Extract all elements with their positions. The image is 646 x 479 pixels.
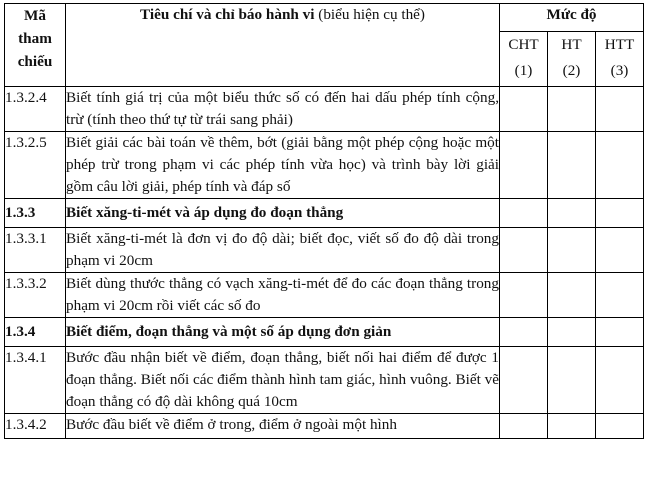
cht-cell[interactable] xyxy=(500,414,548,439)
cht-cell[interactable] xyxy=(500,228,548,273)
row-criterion: Biết dùng thước thẳng có vạch xăng-ti-mét để đo các đoạn thẳng trong phạm vi 20cm rồi viết các số đo xyxy=(66,273,500,318)
level-number: (3) xyxy=(610,62,629,79)
row-code: 1.3.3.1 xyxy=(5,228,66,273)
table-row xyxy=(5,87,644,132)
header-level-group: Mức độ xyxy=(500,4,644,32)
row-code: 1.3.2.5 xyxy=(5,132,66,199)
row-criterion: Biết giải các bài toán về thêm, bớt (giải bằng một phép cộng hoặc một phép trừ trong phạm vi các phép tính vừa học) và trình bày lời giải gồm câu lời giải, phép tính và đáp số xyxy=(66,132,500,199)
row-criterion: Bước đầu nhận biết về điểm, đoạn thẳng, biết nối hai điểm để được 1 đoạn thẳng. Biết nối các điểm thành hình tam giác, hình vuông. Biết vẽ đoạn thẳng có độ dài không quá 10cm xyxy=(66,347,500,414)
header-code-line: tham xyxy=(18,30,52,47)
row-criterion: Biết tính giá trị của một biểu thức số có đến hai dấu phép tính cộng, trừ (tính theo thứ tự từ trái sang phải) xyxy=(66,87,500,132)
header-criteria-note: (biểu hiện cụ thể) xyxy=(314,6,425,23)
cht-cell[interactable] xyxy=(500,347,548,414)
header-code-line: chiếu xyxy=(17,53,53,70)
header-level-htt xyxy=(596,32,644,87)
header-code-line: Mã xyxy=(24,7,46,24)
row-code: 1.3.4.1 xyxy=(5,347,66,414)
cht-cell[interactable] xyxy=(500,132,548,199)
ht-cell[interactable] xyxy=(548,414,596,439)
htt-cell[interactable] xyxy=(596,87,644,132)
table-row xyxy=(5,347,644,414)
htt-cell[interactable] xyxy=(596,132,644,199)
header-criteria xyxy=(66,4,500,87)
cht-cell[interactable] xyxy=(500,318,548,347)
ht-cell[interactable] xyxy=(548,199,596,228)
section-row xyxy=(5,199,644,228)
row-criterion: Biết xăng-ti-mét là đơn vị đo độ dài; biết đọc, viết số đo độ dài trong phạm vi 20cm xyxy=(66,228,500,273)
htt-cell[interactable] xyxy=(596,414,644,439)
row-code: 1.3.3.2 xyxy=(5,273,66,318)
ht-cell[interactable] xyxy=(548,273,596,318)
table-row xyxy=(5,414,644,439)
row-code: 1.3.2.4 xyxy=(5,87,66,132)
level-name: HT xyxy=(561,36,582,53)
level-number: (2) xyxy=(562,62,581,79)
header-reference-code xyxy=(5,4,66,87)
section-title: Biết điểm, đoạn thẳng và một số áp dụng đơn giản xyxy=(66,318,500,347)
row-code: 1.3.4.2 xyxy=(5,414,66,439)
table-row xyxy=(5,228,644,273)
htt-cell[interactable] xyxy=(596,228,644,273)
header-level-ht xyxy=(548,32,596,87)
row-criterion: Bước đầu biết về điểm ở trong, điểm ở ngoài một hình xyxy=(66,414,500,439)
cht-cell[interactable] xyxy=(500,87,548,132)
htt-cell[interactable] xyxy=(596,318,644,347)
htt-cell[interactable] xyxy=(596,273,644,318)
table-row xyxy=(5,273,644,318)
level-name: HTT xyxy=(604,36,635,53)
criteria-assessment-table xyxy=(4,3,644,439)
htt-cell[interactable] xyxy=(596,347,644,414)
header-level-cht xyxy=(500,32,548,87)
section-code: 1.3.3 xyxy=(5,199,66,228)
cht-cell[interactable] xyxy=(500,199,548,228)
header-criteria-bold: Tiêu chí và chỉ báo hành vi xyxy=(140,6,315,23)
section-code: 1.3.4 xyxy=(5,318,66,347)
table-row xyxy=(5,132,644,199)
ht-cell[interactable] xyxy=(548,318,596,347)
ht-cell[interactable] xyxy=(548,228,596,273)
section-row xyxy=(5,318,644,347)
ht-cell[interactable] xyxy=(548,132,596,199)
section-title: Biết xăng-ti-mét và áp dụng đo đoạn thẳng xyxy=(66,199,500,228)
ht-cell[interactable] xyxy=(548,87,596,132)
level-number: (1) xyxy=(514,62,533,79)
ht-cell[interactable] xyxy=(548,347,596,414)
level-name: CHT xyxy=(508,36,539,53)
htt-cell[interactable] xyxy=(596,199,644,228)
cht-cell[interactable] xyxy=(500,273,548,318)
